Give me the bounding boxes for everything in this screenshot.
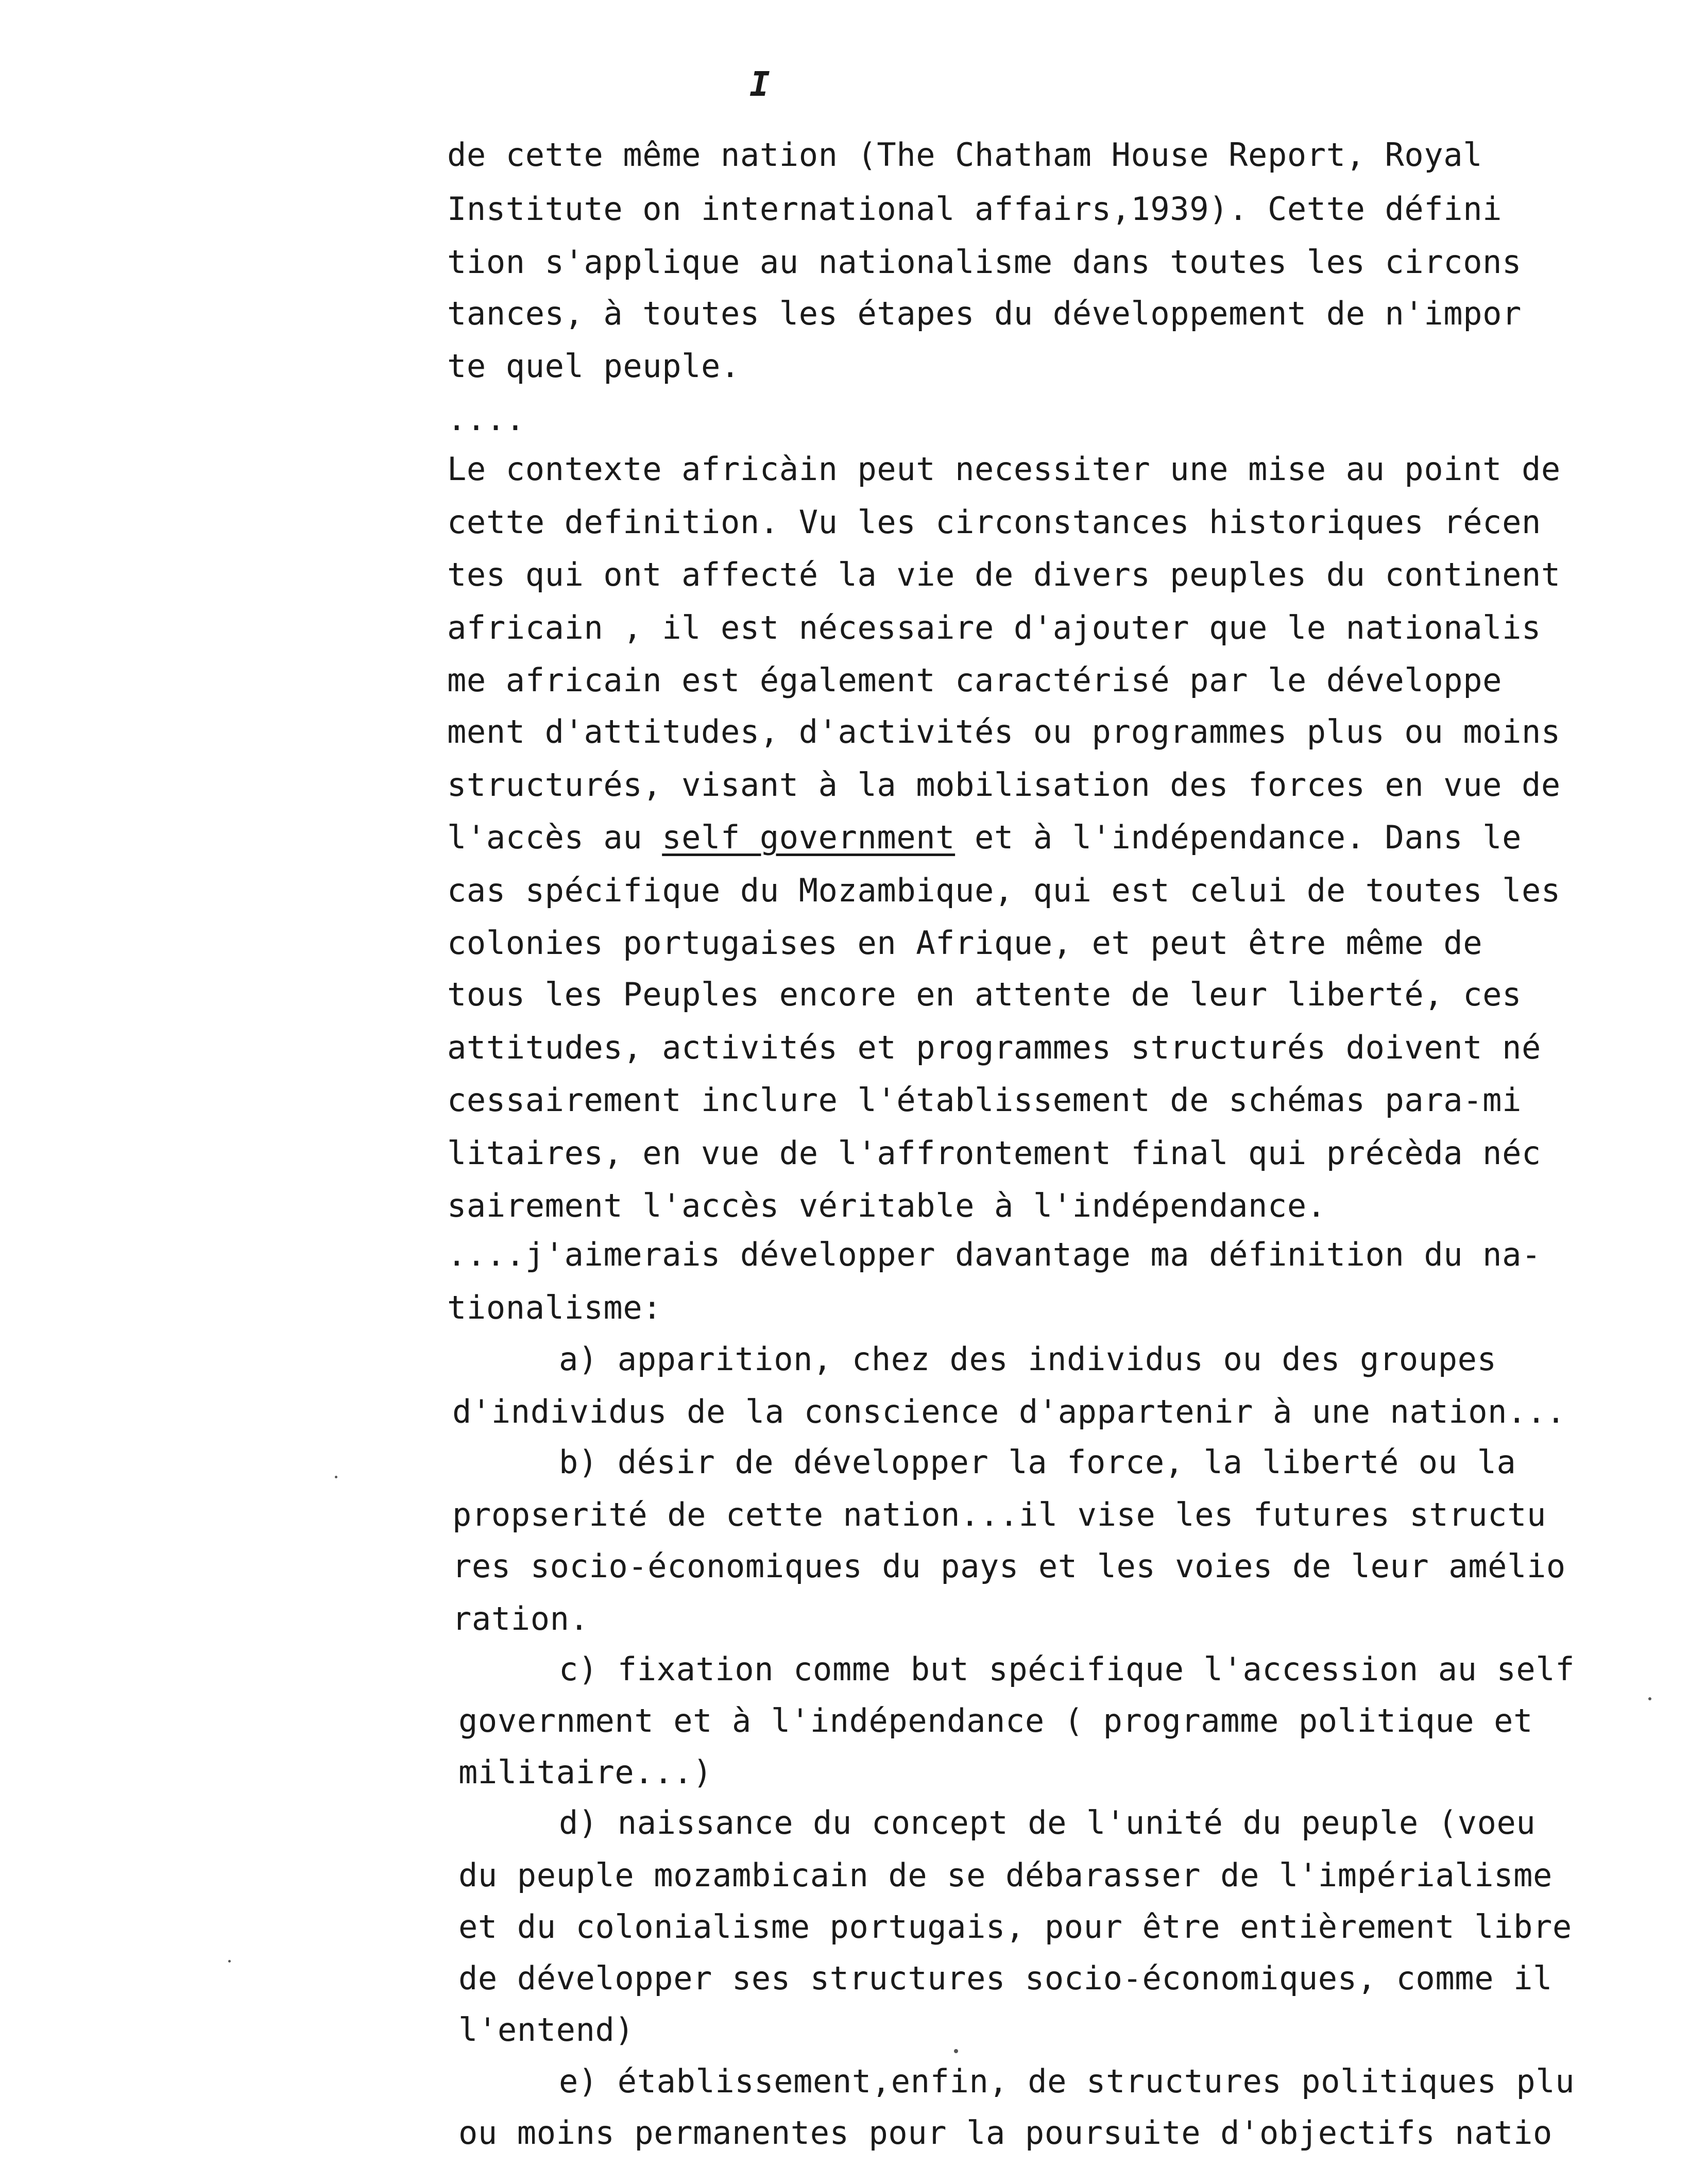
- text-line: tes qui ont affecté la vie de divers peuples du continent: [447, 556, 1561, 593]
- text-line: tous les Peuples encore en attente de leur liberté, ces: [447, 976, 1522, 1013]
- text-line: et du colonialisme portugais, pour être entièrement libre: [458, 1908, 1572, 1946]
- text-line: tion s'applique au nationalisme dans toutes les circons: [447, 243, 1522, 281]
- text-line: ....j'aimerais développer davantage ma définition du na-: [447, 1236, 1541, 1273]
- text-line: c) fixation comme but spécifique l'accession au self: [559, 1650, 1575, 1688]
- scan-speck: [335, 1476, 337, 1478]
- text-line: propserité de cette nation...il vise les futures structu: [452, 1496, 1546, 1533]
- text-line: du peuple mozambicain de se débarasser de l'impérialisme: [458, 1856, 1553, 1894]
- text-line: Institute on international affairs,1939). Cette défini: [447, 190, 1503, 228]
- text-line: e) établissement,enfin, de structures politiques plu: [559, 2062, 1575, 2100]
- text-line: africain , il est nécessaire d'ajouter que le nationalis: [447, 609, 1541, 646]
- text-line: d) naissance du concept de l'unité du peuple (voeu: [559, 1804, 1536, 1841]
- scan-speck: [228, 1960, 231, 1963]
- text-line: militaire...): [458, 1753, 713, 1791]
- text-line: litaires, en vue de l'affrontement final qui précèda néc: [447, 1134, 1541, 1172]
- text-line: colonies portugaises en Afrique, et peut être même de: [447, 924, 1483, 962]
- text-line: de cette même nation (The Chatham House Report, Royal: [447, 136, 1483, 174]
- text-line: tionalisme:: [447, 1289, 662, 1326]
- text-line: l'entend): [458, 2011, 635, 2049]
- text-line: structurés, visant à la mobilisation des forces en vue de: [447, 766, 1561, 804]
- text-line: attitudes, activités et programmes structurés doivent né: [447, 1029, 1541, 1066]
- text-line: Le contexte africàin peut necessiter une mise au point de: [447, 450, 1561, 488]
- text-line: a) apparition, chez des individus ou des groupes: [559, 1340, 1497, 1378]
- text-line: me africain est également caractérisé par le développe: [447, 661, 1503, 699]
- text-line: de développer ses structures socio-économiques, comme il: [458, 1959, 1553, 1997]
- text-line: ....: [447, 400, 525, 438]
- text-line: cessairement inclure l'établissement de schémas para-mi: [447, 1081, 1522, 1119]
- scan-speck: [1648, 1697, 1651, 1700]
- text-line: b) désir de développer la force, la liberté ou la: [559, 1443, 1516, 1481]
- text-line: tances, à toutes les étapes du développement de n'impor: [447, 295, 1522, 332]
- underlined-phrase: self government: [662, 818, 956, 856]
- text-line: te quel peuple.: [447, 347, 740, 385]
- text-line: res socio-économiques du pays et les voies de leur amélio: [452, 1547, 1566, 1585]
- text-line: ration.: [452, 1600, 589, 1637]
- text-line: [447, 818, 1522, 856]
- text-segment: et à l'indépendance. Dans le: [955, 818, 1522, 856]
- text-segment: l'accès au: [447, 818, 662, 856]
- text-line: ment d'attitudes, d'activités ou programmes plus ou moins: [447, 713, 1561, 750]
- text-line: d'individus de la conscience d'appartenir à une nation...: [452, 1393, 1566, 1430]
- page-number: I: [749, 64, 770, 104]
- text-line: sairement l'accès véritable à l'indépendance.: [447, 1187, 1326, 1224]
- text-line: cette definition. Vu les circonstances historiques récen: [447, 503, 1541, 541]
- text-line: government et à l'indépendance ( programme politique et: [458, 1702, 1533, 1739]
- text-line: ou moins permanentes pour la poursuite d'objectifs natio: [458, 2114, 1553, 2152]
- text-line: cas spécifique du Mozambique, qui est celui de toutes les: [447, 872, 1561, 909]
- scan-speck: [954, 2049, 958, 2053]
